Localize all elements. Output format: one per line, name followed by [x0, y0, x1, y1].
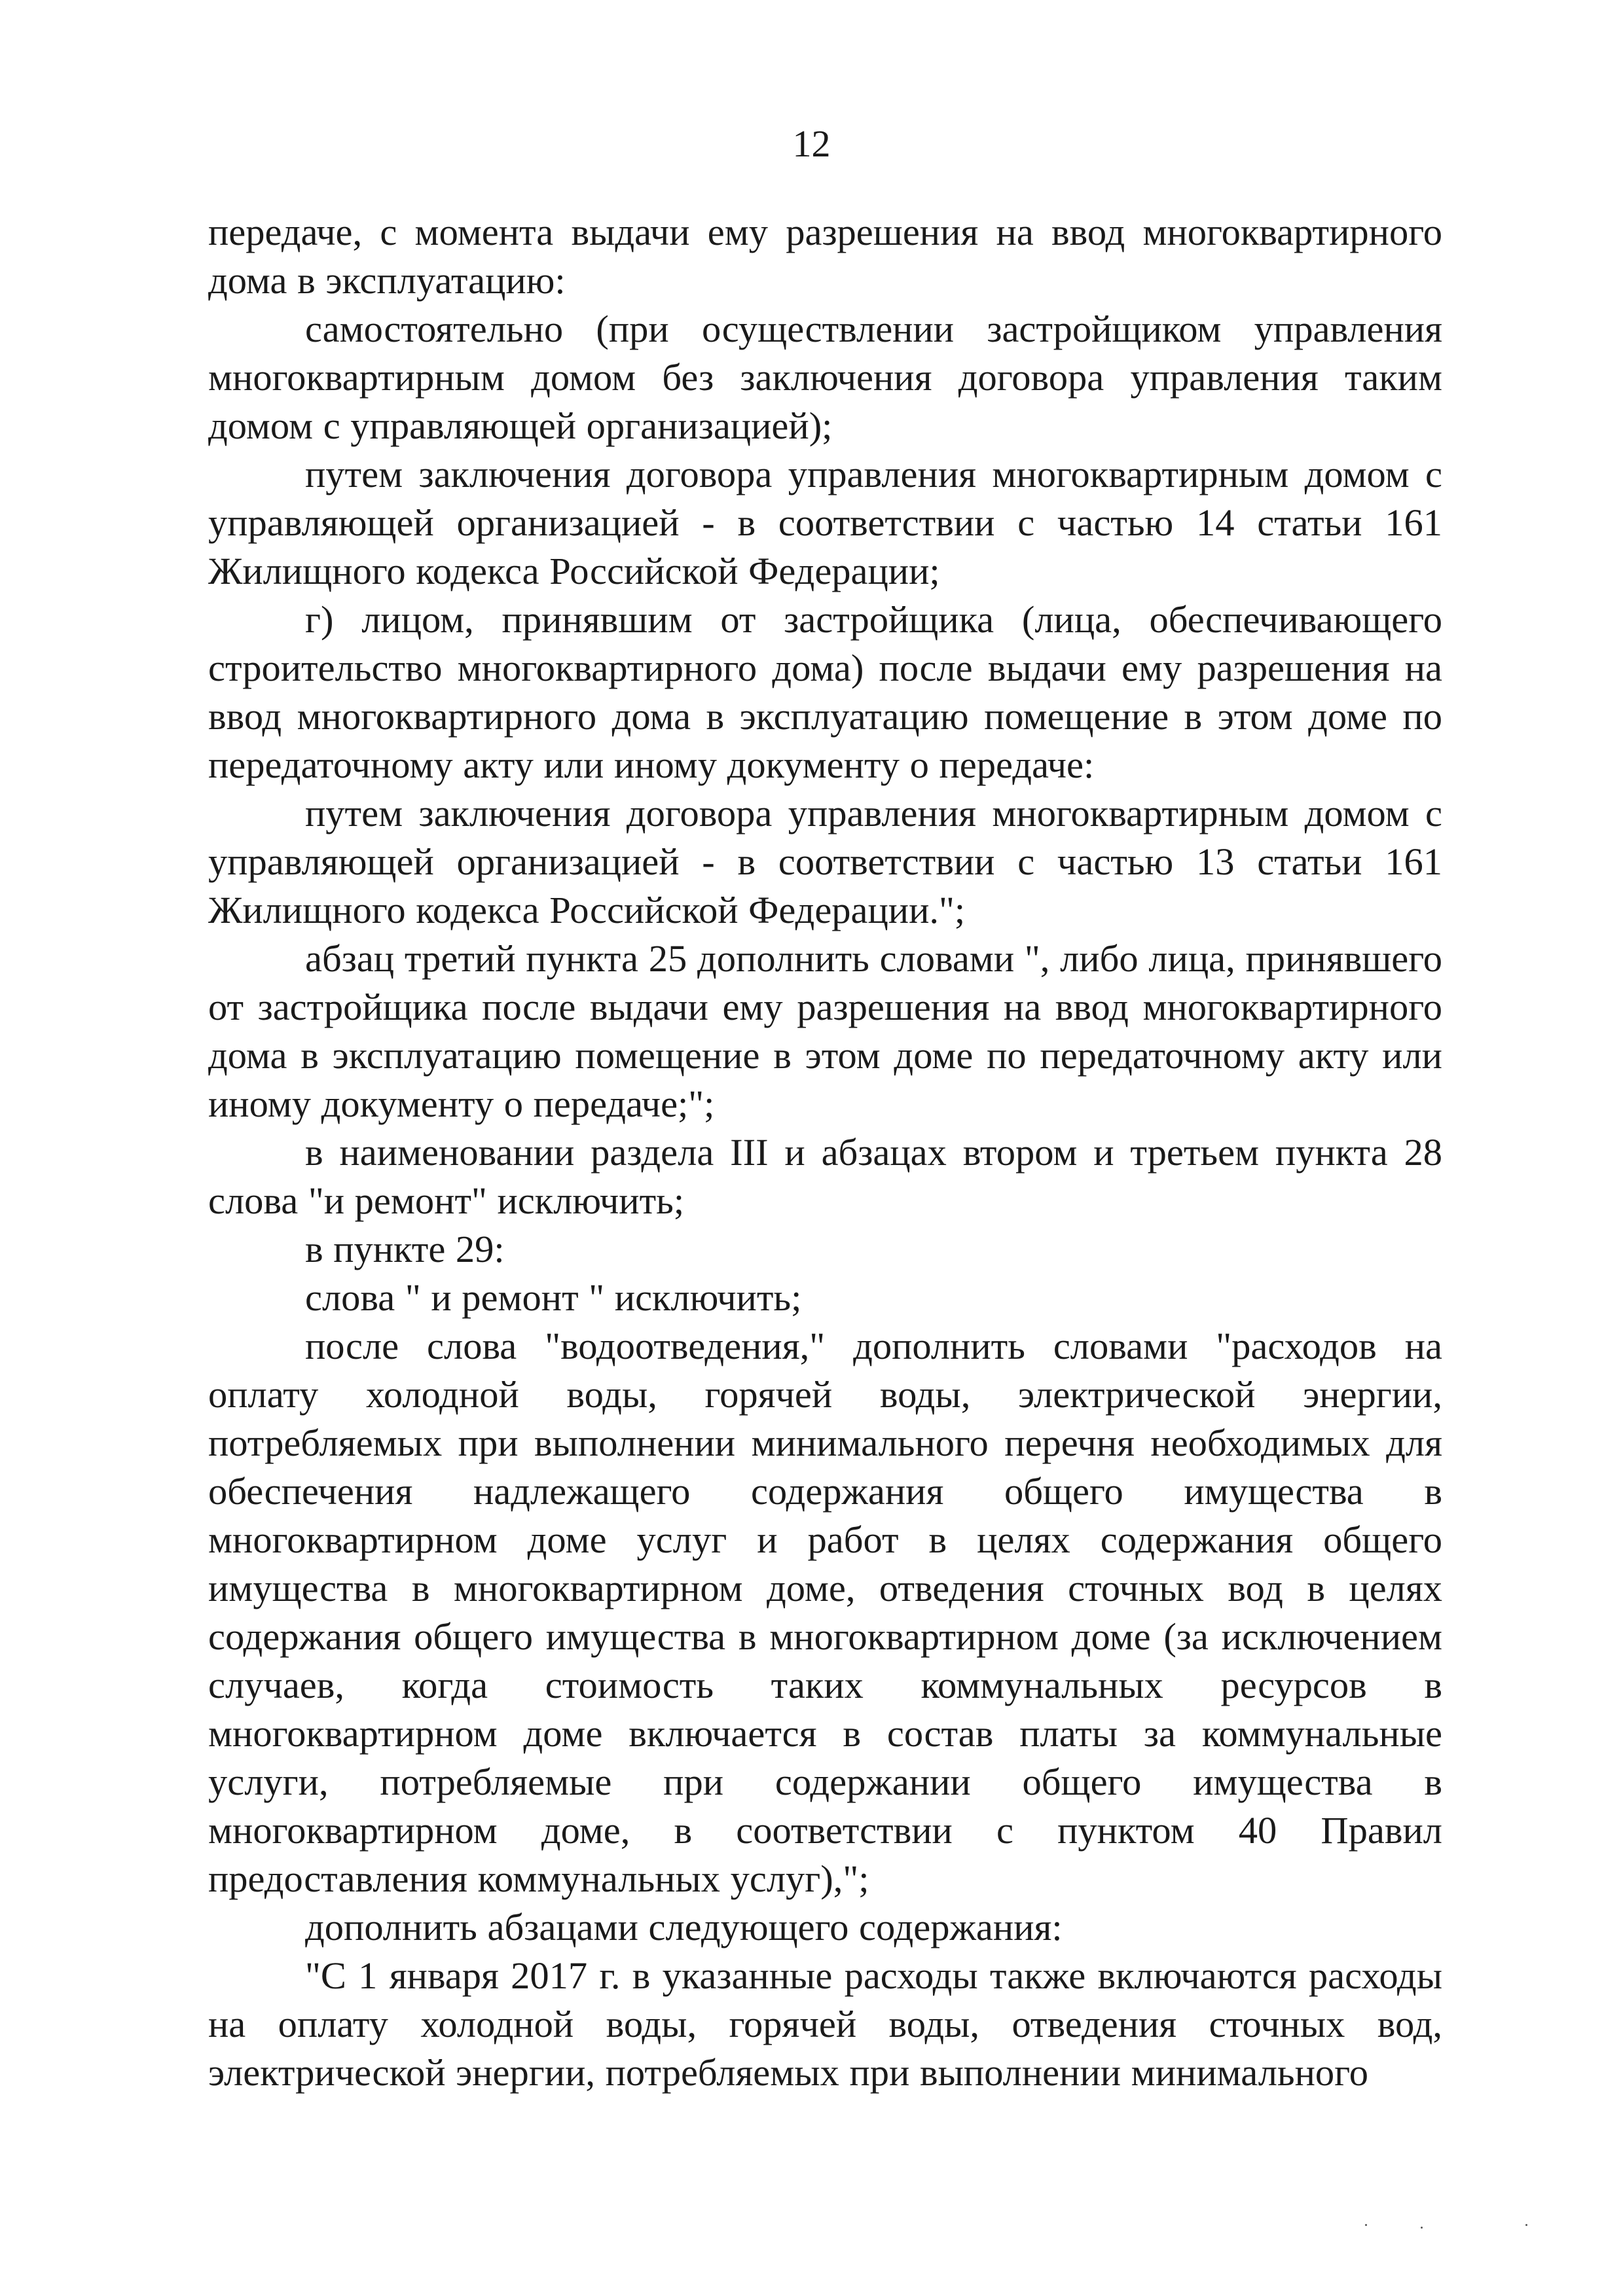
scan-speck	[1421, 2227, 1423, 2229]
document-body	[208, 208, 1442, 2097]
paragraph-section-3: в наименовании раздела III и абзацах втором и третьем пункта 28 слова "и ремонт" исключить;	[208, 1131, 1442, 1222]
scan-speck	[1365, 2224, 1367, 2226]
paragraph-continuation: передаче, с момента выдачи ему разрешения на ввод многоквартирного дома в эксплуатацию:	[208, 211, 1442, 302]
paragraph-item-25: абзац третий пункта 25 дополнить словами ", либо лица, принявшего от застройщика после выдачи ему разрешения на ввод многоквартирного дома в эксплуатацию помещение в этом доме по передаточному акту или иному документу о передаче;";	[208, 937, 1442, 1125]
scan-speck	[1525, 2224, 1527, 2226]
paragraph-from-2017: "С 1 января 2017 г. в указанные расходы также включаются расходы на оплату холодной воды, горячей воды, отведения сточных вод, электрической энергии, потребляемых при выполнении минимального	[208, 1954, 1442, 2094]
paragraph-item-g: г) лицом, принявшим от застройщика (лица, обеспечивающего строительство многоквартирного дома) после выдачи ему разрешения на ввод многоквартирного дома в эксплуатацию помещение в этом доме по передаточному акту или иному документу о передаче:	[208, 598, 1442, 786]
paragraph-remove-repair: слова " и ремонт " исключить;	[305, 1276, 802, 1319]
paragraph-item-29: в пункте 29:	[305, 1228, 505, 1270]
paragraph-water-disposal: после слова "водоотведения," дополнить словами "расходов на оплату холодной воды, горячей воды, электрической энергии, потребляемых при выполнении минимального перечня необходимых для обеспечения надлежащего содержания общего имущества в многоквартирном доме услуг и работ в целях содержания общего имущества в многоквартирном доме, отведения сточных вод в целях содержания общего имущества в многоквартирном доме (за исключением случаев, когда стоимость таких коммунальных ресурсов в многоквартирном доме включается в состав платы за коммунальные услуги, потребляемые при содержании общего имущества в многоквартирном доме, в соответствии с пунктом 40 Правил предоставления коммунальных услуг),";	[208, 1325, 1442, 1900]
page-number: 12	[792, 122, 831, 165]
paragraph-add-paragraphs: дополнить абзацами следующего содержания:	[305, 1906, 1063, 1948]
paragraph-self-management: самостоятельно (при осуществлении застройщиком управления многоквартирным домом без заключения договора управления таким домом с управляющей организацией);	[208, 308, 1442, 447]
paragraph-contract-part-14: путем заключения договора управления многоквартирным домом с управляющей организацией - в соответствии с частью 14 статьи 161 Жилищного кодекса Российской Федерации;	[208, 453, 1442, 592]
paragraph-contract-part-13: путем заключения договора управления многоквартирным домом с управляющей организацией - в соответствии с частью 13 статьи 161 Жилищного кодекса Российской Федерации.";	[208, 792, 1442, 931]
